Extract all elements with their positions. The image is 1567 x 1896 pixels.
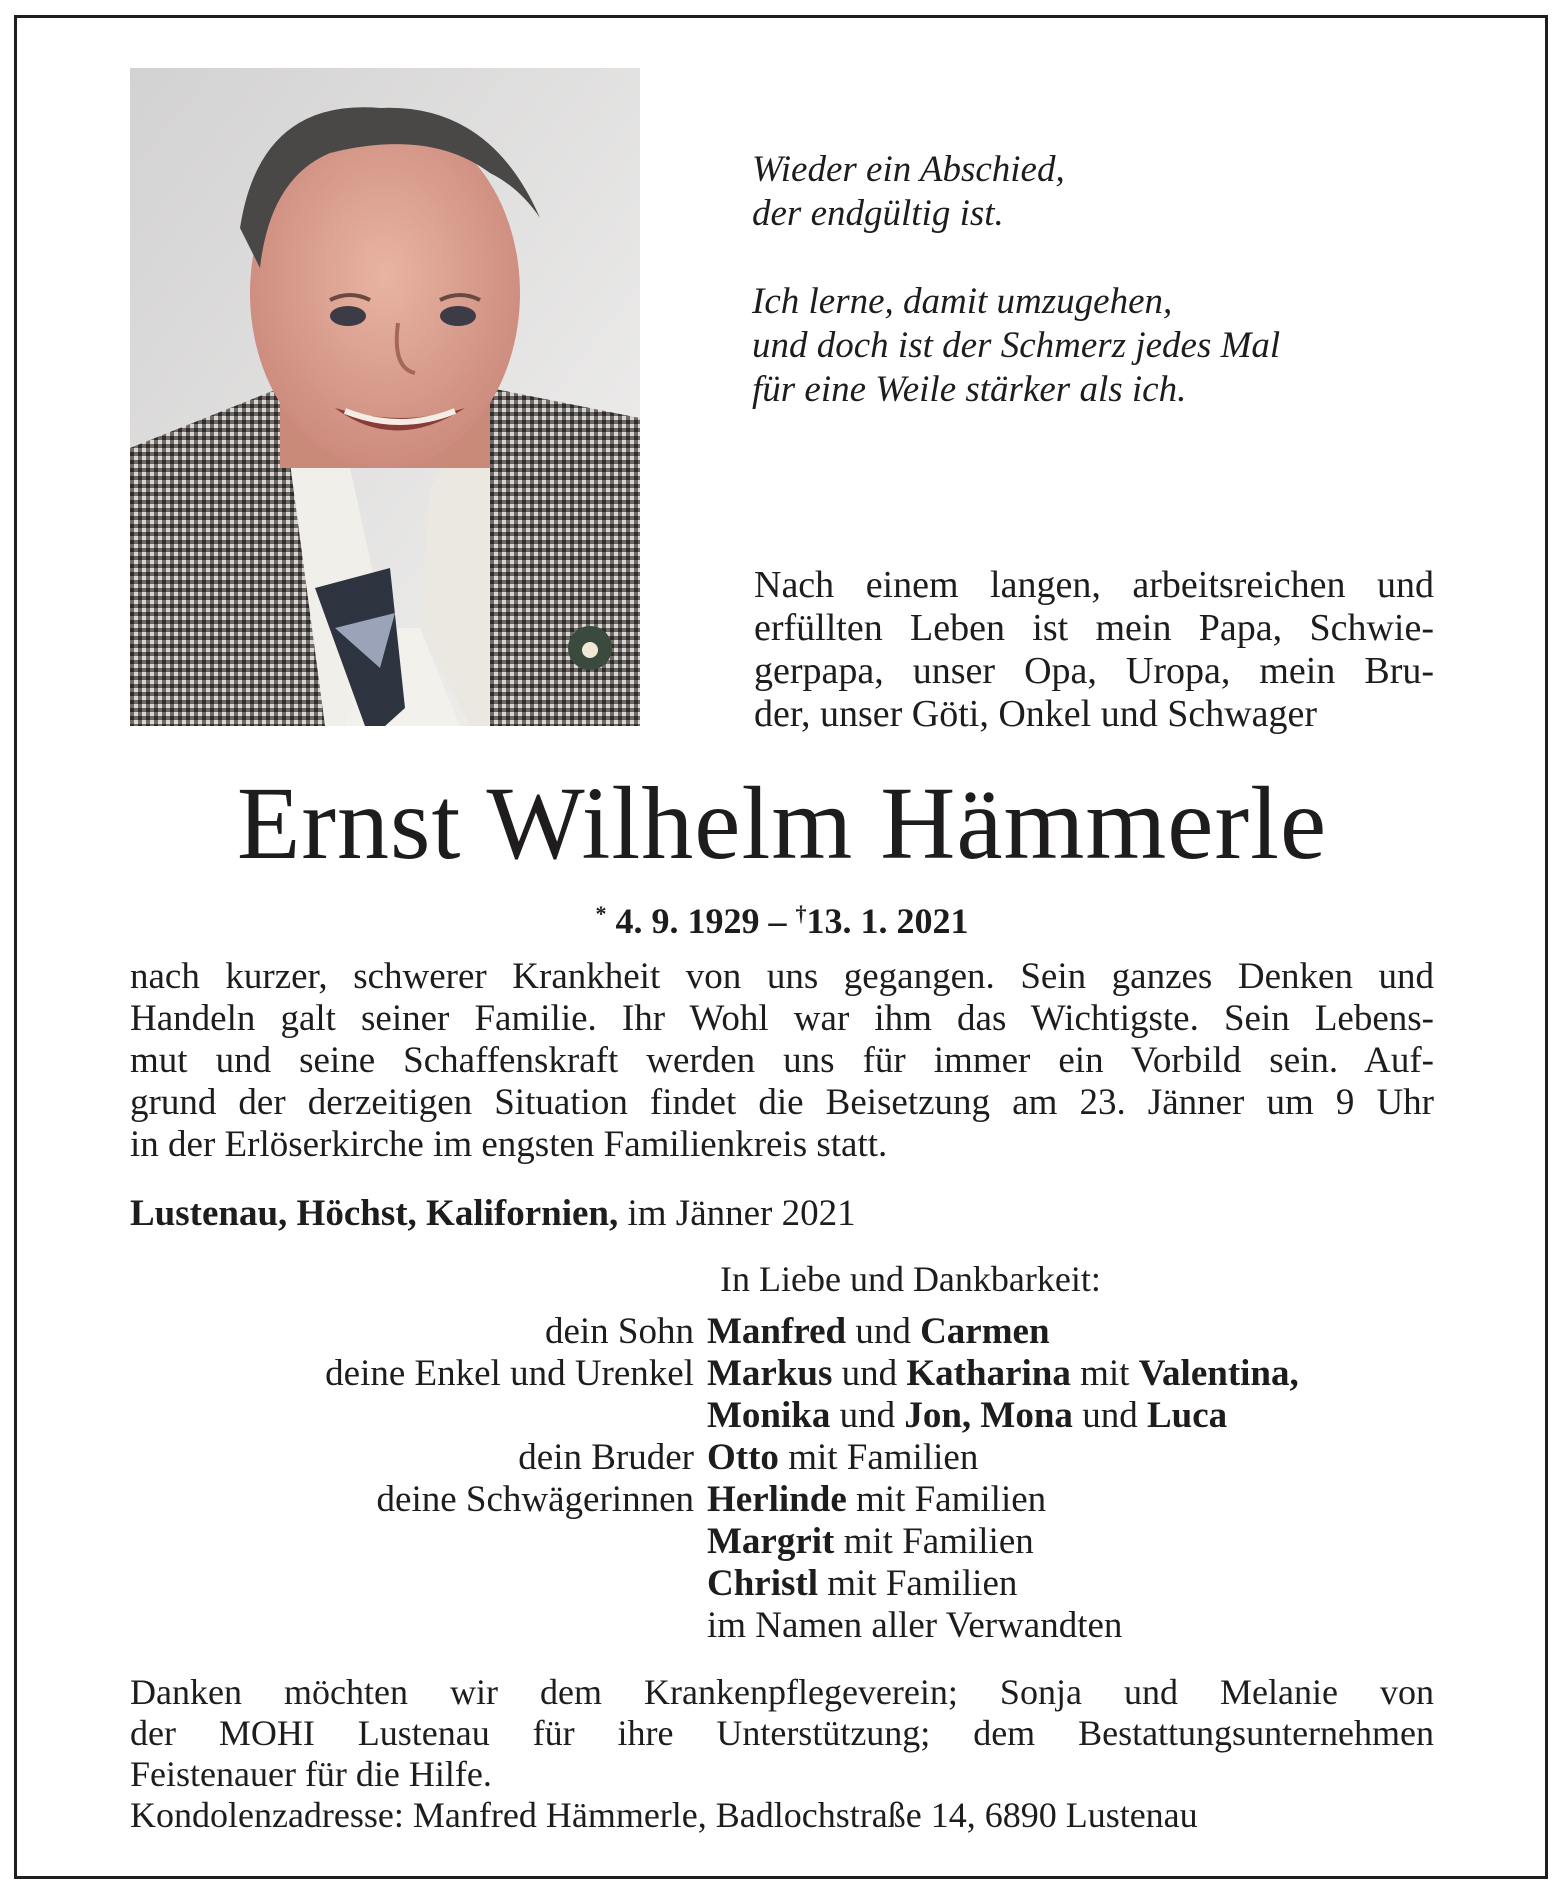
mourners-list [130, 1311, 1434, 1647]
mourner-names [707, 1311, 1434, 1353]
mourner-relation: dein Sohn [544, 1311, 694, 1352]
portrait-photo-icon [130, 68, 640, 726]
mourner-relation [130, 1563, 707, 1605]
mourner-name: Luca [1146, 1395, 1228, 1436]
intro-line: Nach einem langen, arbeitsreichen und [754, 564, 1434, 606]
birth-symbol: * [595, 901, 607, 926]
poem-line: der endgültig ist. [752, 193, 1004, 234]
mourner-row [130, 1563, 1434, 1605]
mourner-name: Valentina, [1138, 1353, 1299, 1394]
place-names: Lustenau, Höchst, Kalifornien, [130, 1193, 619, 1234]
mourner-row [130, 1311, 1434, 1353]
poem-line: für eine Weile stärker als ich. [752, 369, 1187, 410]
mourner-connector: und [830, 1395, 905, 1436]
mourner-connector: mit Familien [818, 1563, 1018, 1604]
mourner-names [707, 1521, 1434, 1563]
intro-line: gerpapa, unser Opa, Uropa, mein Bru- [754, 650, 1434, 692]
mourner-name: Otto [707, 1437, 779, 1478]
intro-line: erfüllten Leben ist mein Papa, Schwie- [754, 607, 1434, 649]
mourner-row [130, 1353, 1434, 1395]
thanks-line: der MOHI Lustenau für ihre Unterstützung; dem Bestattungsunternehmen [130, 1713, 1434, 1753]
mourner-names [707, 1605, 1434, 1647]
intro-text [754, 564, 1434, 736]
intro-line: der, unser Göti, Onkel und Schwager [754, 693, 1318, 735]
body-line: in der Erlöserkirche im engsten Familienkreis statt. [130, 1124, 888, 1165]
thanks-line: Feistenauer für die Hilfe. [130, 1754, 492, 1794]
death-date: 13. 1. 2021 [806, 901, 969, 941]
mourner-row [130, 1605, 1434, 1647]
mourner-connector: und [846, 1311, 921, 1352]
place-and-date [130, 1192, 1434, 1236]
mourner-connector: und [1072, 1395, 1147, 1436]
date-dash: – [768, 901, 787, 941]
poem-stanza-1 [752, 148, 1452, 236]
mourner-names [707, 1395, 1434, 1437]
mourner-name: Katharina [906, 1353, 1071, 1394]
mourner-names [707, 1479, 1434, 1521]
mourner-connector: mit Familien [846, 1479, 1047, 1520]
portrait-photo [130, 68, 640, 726]
mourner-name: Markus [707, 1353, 833, 1394]
mourner-connector: mit Familien [778, 1437, 979, 1478]
mourner-name: Christl [707, 1563, 818, 1604]
mourner-relation [130, 1521, 707, 1563]
mourner-name: Carmen [920, 1311, 1050, 1352]
obituary-text [130, 956, 1434, 1166]
mourner-row [130, 1437, 1434, 1479]
mourner-row [130, 1395, 1434, 1437]
condolence-address: Kondolenzadresse: Manfred Hämmerle, Badlochstraße 14, 6890 Lustenau [130, 1795, 1198, 1835]
deceased-name: Ernst Wilhelm Hämmerle [236, 766, 1328, 881]
mourner-relation [130, 1605, 707, 1647]
body-line: nach kurzer, schwerer Krankheit von uns gegangen. Sein ganzes Denken und [130, 956, 1434, 997]
mourner-name: Herlinde [707, 1479, 847, 1520]
mourners-heading: In Liebe und Dankbarkeit: [720, 1259, 1101, 1299]
thanks-text [130, 1672, 1434, 1795]
mourner-name: Manfred [707, 1311, 847, 1352]
poem [752, 148, 1452, 456]
mourner-names [707, 1353, 1434, 1395]
life-dates [130, 892, 1434, 943]
mourner-name: Monika [707, 1395, 831, 1436]
mourner-row [130, 1521, 1434, 1563]
mourner-name: Jon, Mona [904, 1395, 1073, 1436]
death-symbol: † [795, 901, 807, 926]
mourner-relation: deine Enkel und Urenkel [325, 1353, 694, 1394]
mourner-relation [130, 1395, 707, 1437]
mourner-connector: mit [1070, 1353, 1139, 1394]
mourner-names [707, 1437, 1434, 1479]
birth-date: 4. 9. 1929 [615, 901, 760, 941]
poem-stanza-2 [752, 280, 1452, 412]
mourner-connector: mit Familien [834, 1521, 1034, 1562]
poem-line: Wieder ein Abschied, [752, 149, 1065, 190]
mourner-connector: und [832, 1353, 907, 1394]
mourner-relation: deine Schwägerinnen [376, 1479, 694, 1520]
body-line: mut und seine Schaffenskraft werden uns für immer ein Vorbild sein. Auf- [130, 1040, 1434, 1081]
mourner-connector: im Namen aller Verwandten [707, 1605, 1123, 1646]
poem-line: Ich lerne, damit umzugehen, [752, 281, 1173, 322]
mourner-names [707, 1563, 1434, 1605]
mourner-name: Margrit [707, 1521, 835, 1562]
thanks-line: Danken möchten wir dem Krankenpflegeverein; Sonja und Melanie von [130, 1672, 1434, 1712]
mourner-relation: dein Bruder [518, 1437, 694, 1478]
mourner-row [130, 1479, 1434, 1521]
body-line: grund der derzeitigen Situation findet die Beisetzung am 23. Jänner um 9 Uhr [130, 1082, 1434, 1123]
poem-line: und doch ist der Schmerz jedes Mal [752, 325, 1281, 366]
body-line: Handeln galt seiner Familie. Ihr Wohl war ihm das Wichtigste. Sein Lebens- [130, 998, 1434, 1039]
place-date: im Jänner 2021 [618, 1193, 856, 1234]
